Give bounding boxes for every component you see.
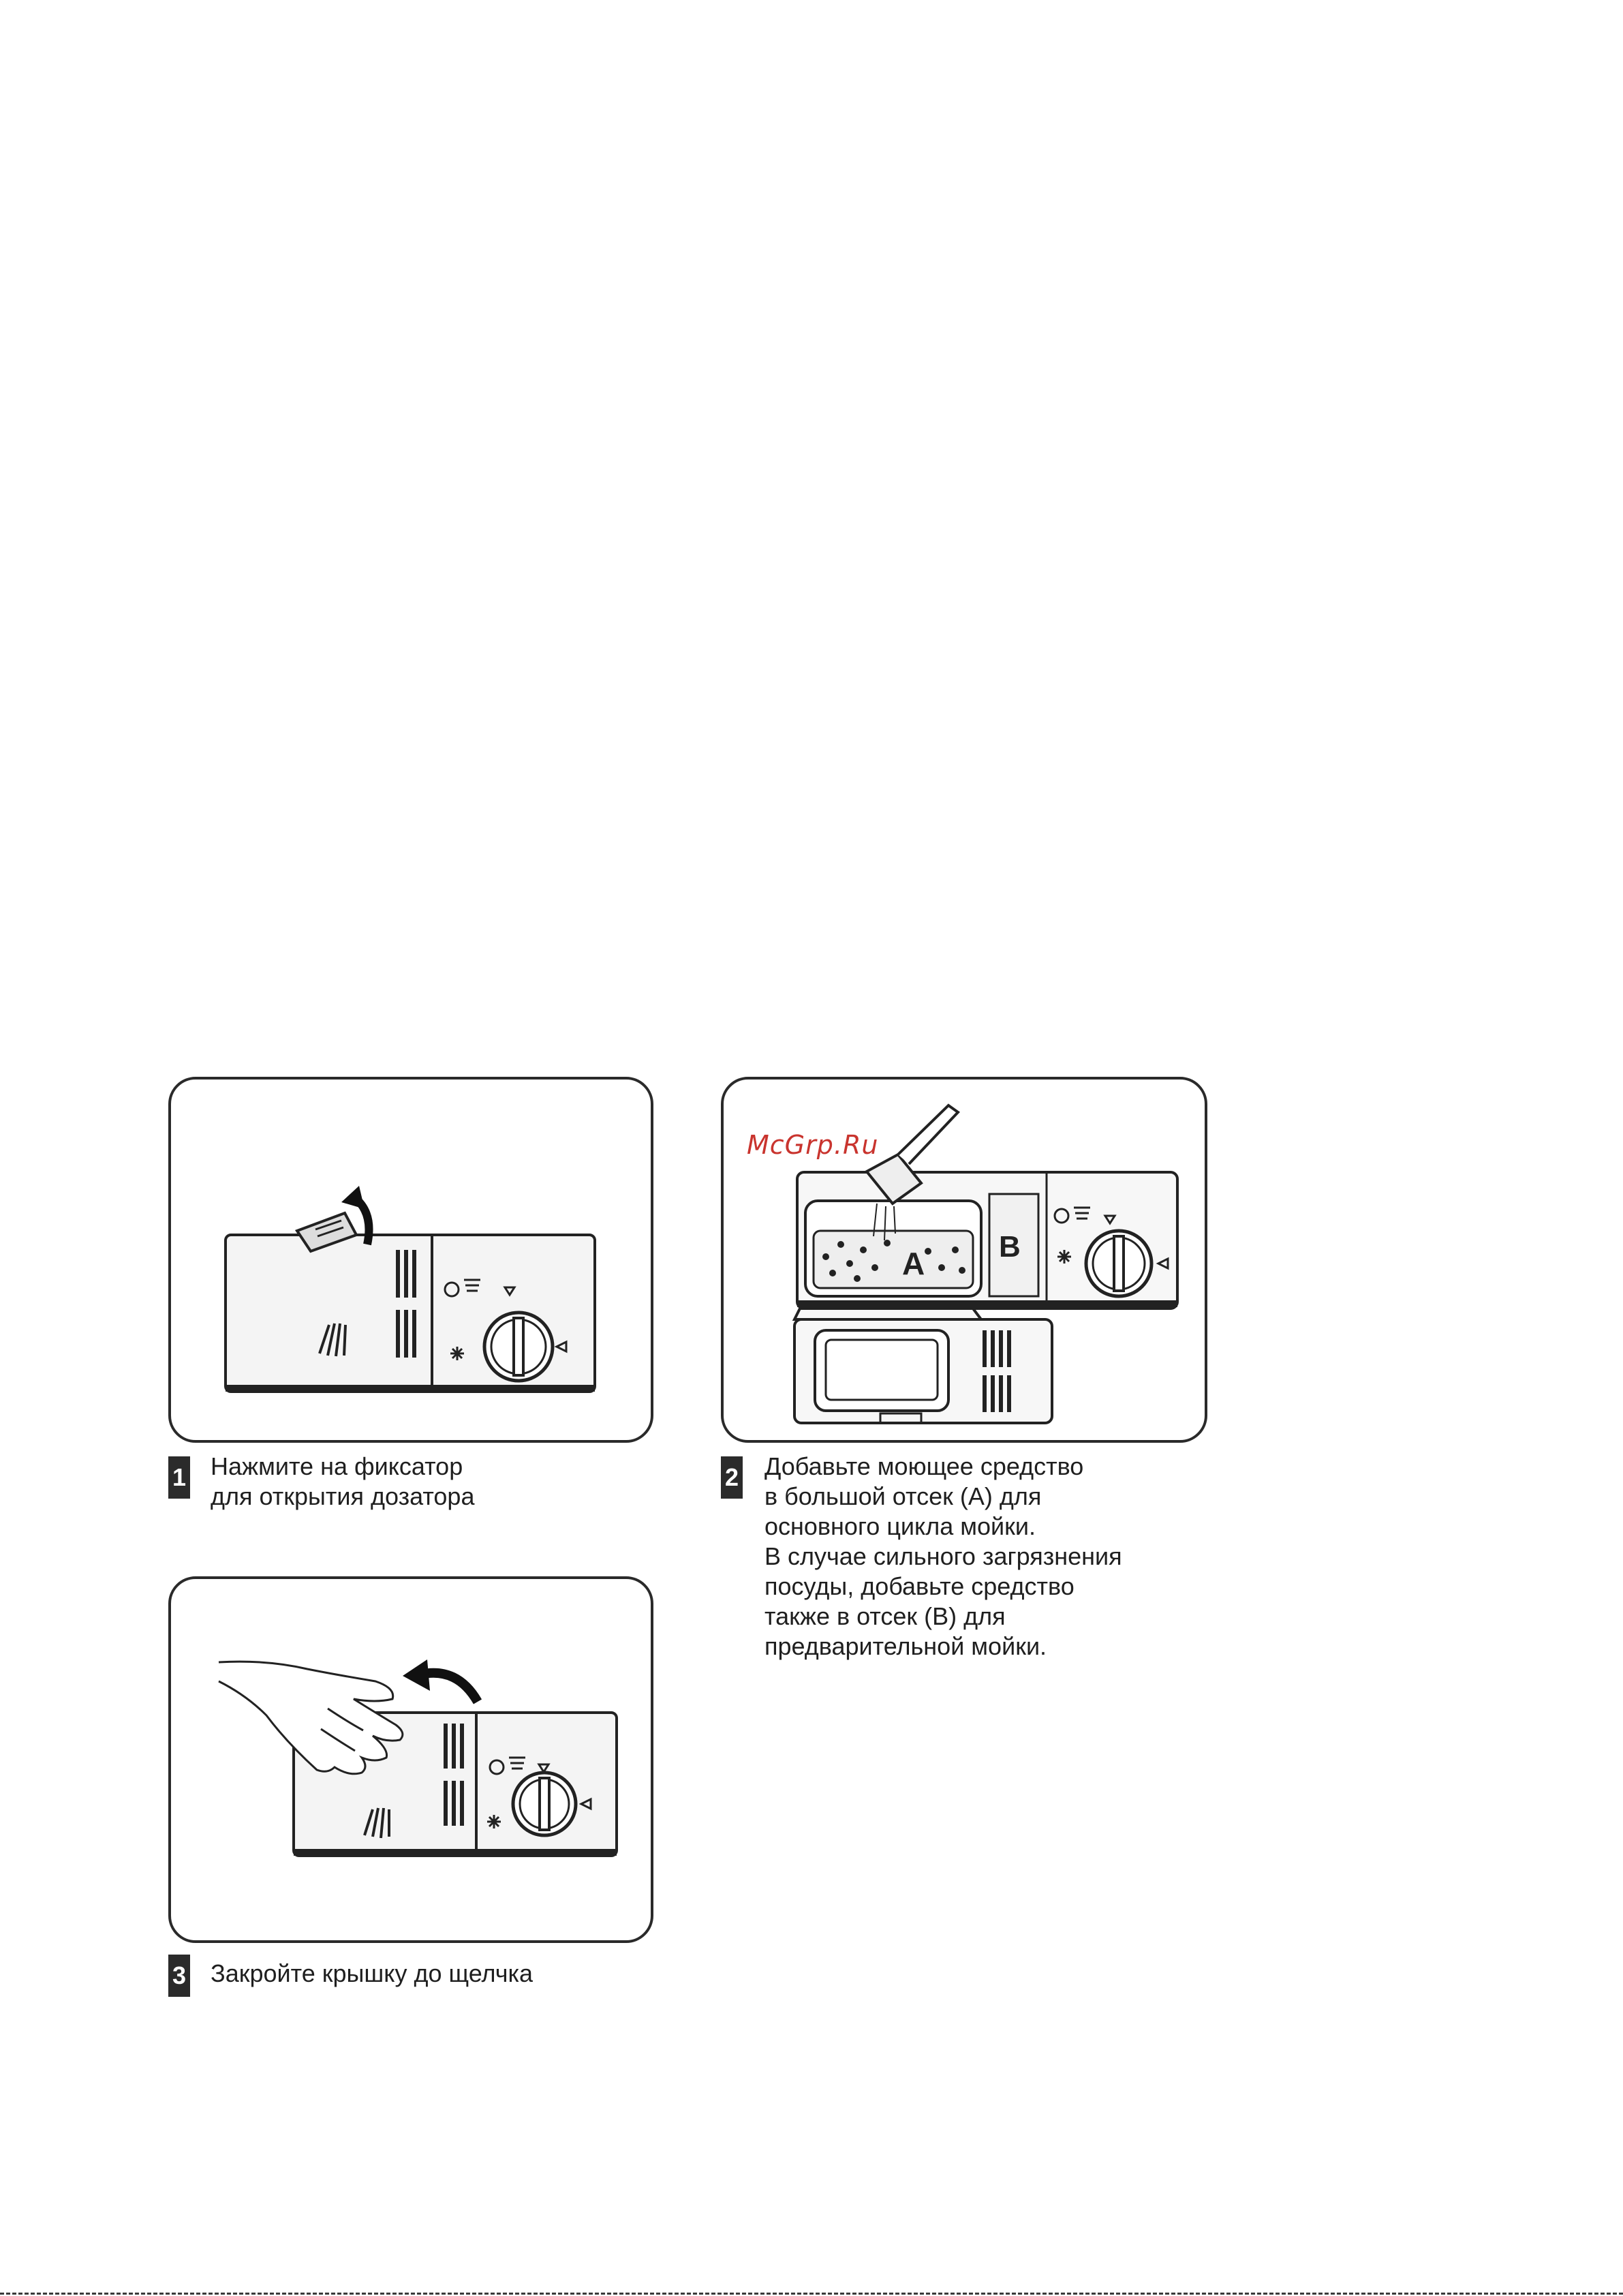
step-number: 2 — [721, 1456, 743, 1499]
sun-icon — [450, 1347, 464, 1360]
dial-icon — [1086, 1231, 1151, 1296]
step3-illustration — [168, 1576, 653, 1943]
caption-line: Добавьте моющее средство — [764, 1452, 1084, 1480]
step2-caption — [764, 1452, 1122, 1662]
hand-icon — [219, 1662, 403, 1774]
dial-icon — [484, 1313, 553, 1381]
open-lid — [794, 1308, 1052, 1423]
caption-line: Закройте крышку до щелчка — [211, 1959, 534, 1987]
sun-icon — [1057, 1250, 1071, 1264]
caption-line: также в отсек (В) для — [764, 1602, 1006, 1630]
compartment-b-label: B — [999, 1230, 1021, 1264]
caption-line: В случае сильного загрязнения — [764, 1542, 1122, 1570]
compartment-a-label: A — [902, 1246, 925, 1281]
watermark: McGrp.Ru — [747, 1130, 879, 1160]
caption-line: Нажмите на фиксатор — [211, 1452, 463, 1480]
step-number: 3 — [168, 1955, 190, 1997]
dispenser-closing-illustration — [171, 1579, 653, 1943]
caption-line: предварительной мойки. — [764, 1632, 1047, 1660]
step1-illustration — [168, 1077, 653, 1443]
close-arrow-icon — [403, 1659, 478, 1702]
caption-line: в большой отсек (А) для — [764, 1482, 1042, 1510]
sun-icon — [487, 1815, 501, 1828]
step3-caption — [211, 1959, 533, 1989]
caption-line: основного цикла мойки. — [764, 1512, 1036, 1540]
caption-line: посуды, добавьте средство — [764, 1572, 1075, 1600]
dial-icon — [513, 1773, 576, 1835]
dispenser-closed-illustration — [171, 1080, 653, 1443]
step-number: 1 — [168, 1456, 190, 1499]
step1-caption — [211, 1452, 474, 1512]
caption-line: для открытия дозатора — [211, 1482, 475, 1510]
page-bottom-rule — [0, 2293, 1623, 2295]
